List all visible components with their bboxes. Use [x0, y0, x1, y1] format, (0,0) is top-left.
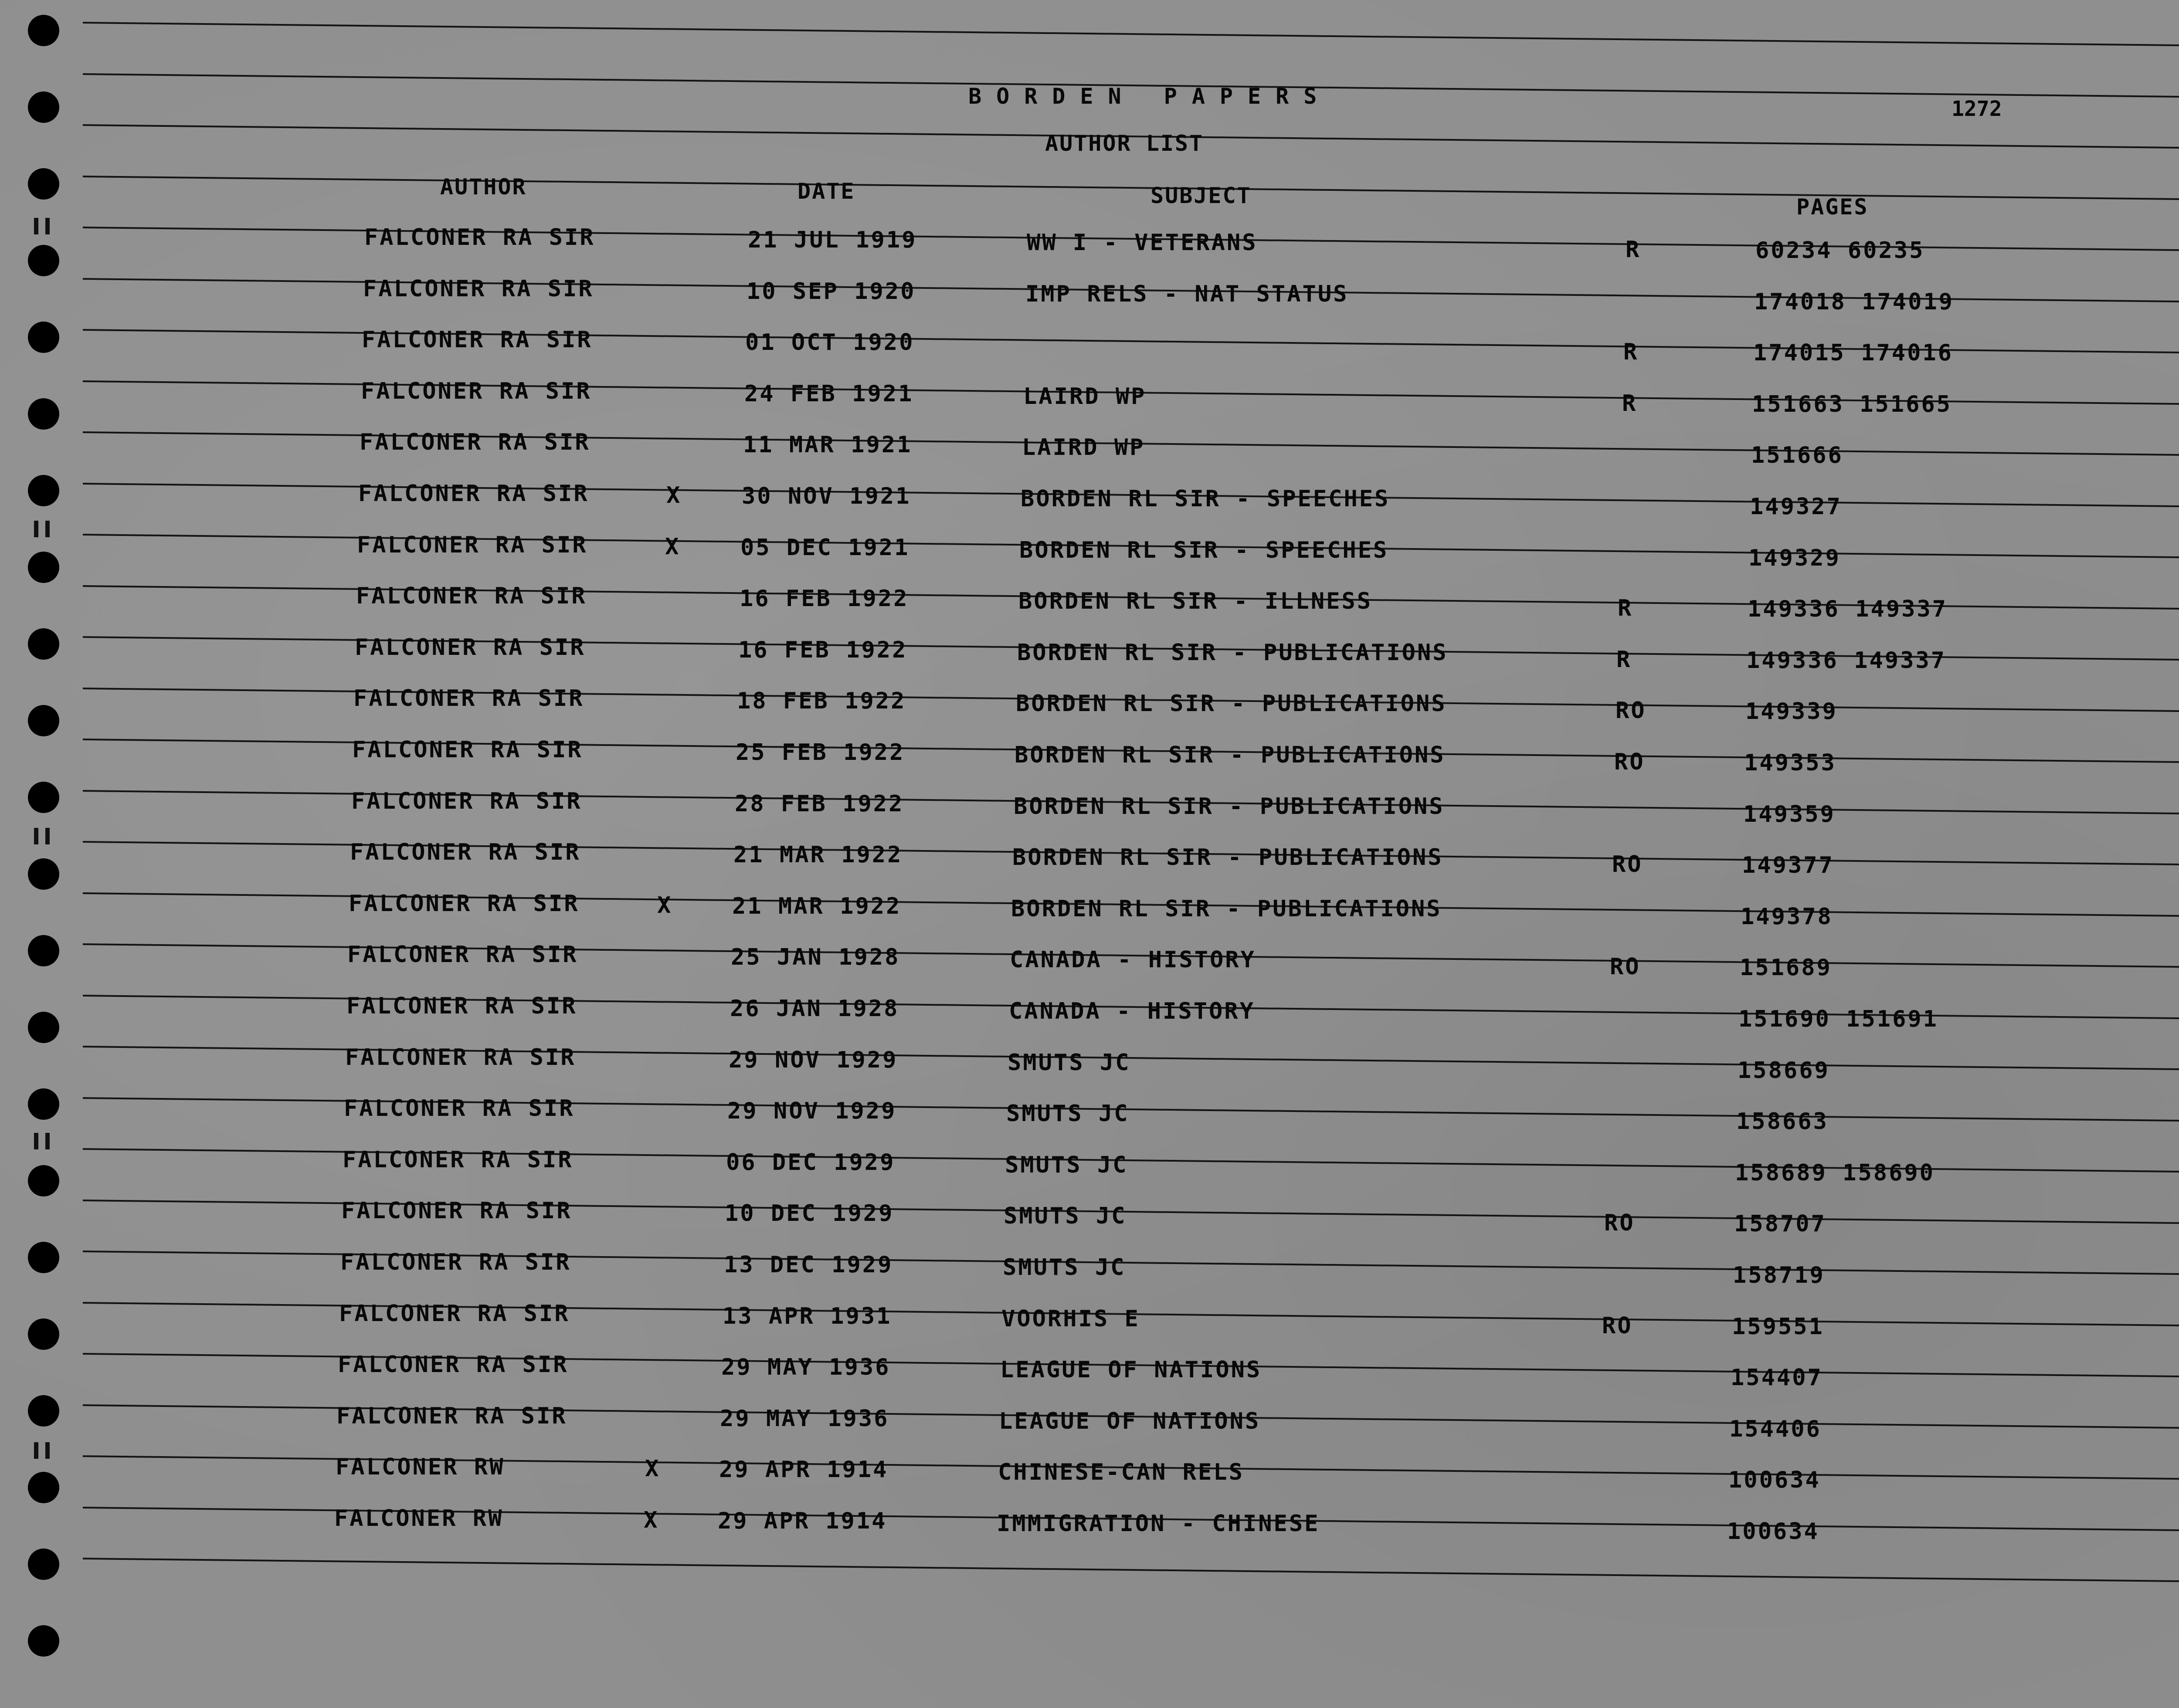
feed-hole-left: [28, 858, 59, 890]
mark-cell: X: [657, 892, 673, 918]
feed-hole-left: [28, 1242, 59, 1273]
perforation-tick: [45, 828, 50, 844]
date-cell: 21 MAR 1922: [732, 893, 902, 919]
date-cell: 18 FEB 1922: [737, 688, 906, 714]
feed-hole-left: [28, 1088, 59, 1120]
feed-hole-left: [28, 92, 59, 123]
date-cell: 06 DEC 1929: [726, 1149, 896, 1176]
author-cell: FALCONER RA SIR: [338, 1352, 569, 1378]
pages-cell: 151663 151665: [1752, 391, 1952, 417]
feed-hole-left: [28, 1549, 59, 1580]
author-cell: FALCONER RA SIR: [349, 891, 580, 917]
pages-cell: 100634: [1727, 1518, 1819, 1545]
pages-cell: 100634: [1728, 1467, 1821, 1493]
feed-hole-left: [28, 552, 59, 583]
pages-cell: 159551: [1732, 1314, 1824, 1340]
pages-cell: 149339: [1745, 698, 1838, 725]
feed-hole-left: [28, 1472, 59, 1503]
column-header-pages: PAGES: [1796, 194, 1869, 220]
feed-hole-left: [28, 398, 59, 430]
feed-hole-left: [28, 1165, 59, 1196]
pages-cell: 151689: [1740, 955, 1832, 981]
author-cell: FALCONER RA SIR: [336, 1403, 567, 1429]
author-cell: FALCONER RA SIR: [358, 481, 589, 507]
feed-hole-left: [28, 1395, 59, 1427]
code-cell: R: [1622, 390, 1638, 417]
author-cell: FALCONER RA SIR: [355, 634, 586, 661]
mark-cell: X: [666, 482, 682, 508]
ruled-line: [83, 1558, 2179, 1583]
column-header-date: DATE: [798, 179, 855, 204]
pages-cell: 149327: [1750, 494, 1842, 520]
feed-hole-left: [28, 705, 59, 736]
code-cell: R: [1618, 595, 1633, 621]
pages-cell: 149329: [1748, 545, 1841, 571]
perforation-tick: [34, 521, 38, 537]
code-cell: RO: [1616, 698, 1646, 724]
subject-cell: SMUTS JC: [1004, 1203, 1127, 1229]
code-cell: RO: [1614, 749, 1645, 775]
date-cell: 30 NOV 1921: [742, 483, 911, 509]
feed-hole-left: [28, 628, 59, 660]
date-cell: 29 APR 1914: [719, 1457, 889, 1483]
subject-cell: BORDEN RL SIR - PUBLICATIONS: [1012, 844, 1443, 871]
perforation-tick: [34, 1442, 38, 1459]
author-cell: FALCONER RA SIR: [362, 327, 593, 353]
date-cell: 24 FEB 1921: [744, 381, 914, 407]
subject-cell: CANADA - HISTORY: [1010, 947, 1256, 973]
feed-hole-left: [28, 15, 59, 46]
mark-cell: X: [645, 1456, 661, 1482]
subject-cell: BORDEN RL SIR - PUBLICATIONS: [1011, 896, 1442, 922]
subject-cell: LEAGUE OF NATIONS: [999, 1408, 1261, 1434]
pages-cell: 158663: [1736, 1108, 1829, 1135]
perforation-tick: [45, 218, 50, 234]
subject-cell: BORDEN RL SIR - PUBLICATIONS: [1015, 742, 1446, 768]
pages-cell: 158719: [1733, 1262, 1825, 1288]
subject-cell: BORDEN RL SIR - PUBLICATIONS: [1017, 640, 1448, 666]
feed-hole-left: [28, 322, 59, 353]
date-cell: 28 FEB 1922: [735, 791, 904, 817]
date-cell: 21 JUL 1919: [748, 227, 917, 253]
pages-cell: 158669: [1738, 1057, 1830, 1084]
pages-cell: 174015 174016: [1753, 340, 1953, 366]
author-cell: FALCONER RA SIR: [357, 532, 588, 558]
pages-cell: 158689 158690: [1735, 1160, 1935, 1186]
subject-cell: LAIRD WP: [1022, 434, 1145, 461]
pages-cell: 149359: [1743, 801, 1836, 827]
author-cell: FALCONER RA SIR: [344, 1095, 575, 1122]
date-cell: 29 MAY 1936: [720, 1406, 889, 1432]
document-subtitle: AUTHOR LIST: [1045, 131, 1204, 156]
date-cell: 25 JAN 1928: [731, 944, 900, 970]
date-cell: 05 DEC 1921: [740, 535, 910, 561]
date-cell: 16 FEB 1922: [740, 586, 909, 612]
feed-hole-left: [28, 782, 59, 813]
date-cell: 01 OCT 1920: [745, 329, 915, 356]
author-cell: FALCONER RA SIR: [351, 788, 582, 814]
author-cell: FALCONER RA SIR: [361, 378, 592, 404]
subject-cell: BORDEN RL SIR - PUBLICATIONS: [1014, 793, 1445, 820]
pages-cell: 154406: [1729, 1416, 1822, 1442]
author-cell: FALCONER RA SIR: [356, 583, 587, 609]
column-header-subject: SUBJECT: [1151, 183, 1252, 208]
ruled-line: [83, 22, 2179, 47]
author-cell: FALCONER RW: [334, 1505, 504, 1532]
author-cell: FALCONER RA SIR: [340, 1249, 571, 1275]
pages-cell: 149336 149337: [1746, 647, 1946, 674]
feed-hole-left: [28, 168, 59, 200]
date-cell: 26 JAN 1928: [730, 996, 899, 1022]
subject-cell: BORDEN RL SIR - SPEECHES: [1021, 486, 1390, 512]
date-cell: 29 NOV 1929: [729, 1047, 898, 1073]
feed-hole-left: [28, 1318, 59, 1350]
subject-cell: SMUTS JC: [1008, 1050, 1131, 1076]
author-cell: FALCONER RA SIR: [343, 1147, 574, 1173]
author-cell: FALCONER RA SIR: [341, 1198, 572, 1224]
date-cell: 10 SEP 1920: [747, 278, 916, 305]
date-cell: 11 MAR 1921: [743, 432, 913, 458]
code-cell: R: [1626, 237, 1641, 263]
perforation-tick: [34, 218, 38, 234]
pages-cell: 154407: [1731, 1365, 1823, 1391]
author-cell: FALCONER RA SIR: [347, 942, 578, 968]
pages-cell: 60234 60235: [1755, 237, 1925, 264]
date-cell: 21 MAR 1922: [733, 842, 903, 868]
perforation-tick: [45, 1133, 50, 1149]
code-cell: RO: [1602, 1313, 1633, 1339]
date-cell: 13 DEC 1929: [724, 1252, 893, 1278]
pages-cell: 151690 151691: [1738, 1006, 1938, 1032]
code-cell: RO: [1610, 954, 1641, 980]
document-title: BORDEN PAPERS: [968, 84, 1332, 109]
column-header-author: AUTHOR: [440, 174, 527, 200]
date-cell: 29 APR 1914: [718, 1508, 887, 1534]
subject-cell: BORDEN RL SIR - PUBLICATIONS: [1016, 691, 1447, 717]
author-cell: FALCONER RA SIR: [352, 737, 583, 763]
code-cell: R: [1623, 339, 1639, 365]
code-cell: R: [1616, 647, 1632, 673]
feed-hole-left: [28, 1625, 59, 1657]
date-cell: 10 DEC 1929: [725, 1200, 894, 1227]
pages-cell: 158707: [1734, 1211, 1826, 1237]
date-cell: 13 APR 1931: [723, 1303, 892, 1329]
subject-cell: IMP RELS - NAT STATUS: [1025, 281, 1349, 307]
subject-cell: SMUTS JC: [1003, 1254, 1126, 1281]
author-cell: FALCONER RA SIR: [350, 839, 581, 865]
date-cell: 29 MAY 1936: [721, 1354, 891, 1380]
subject-cell: SMUTS JC: [1005, 1152, 1128, 1178]
feed-hole-left: [28, 245, 59, 276]
code-cell: RO: [1612, 851, 1643, 878]
subject-cell: LAIRD WP: [1023, 383, 1147, 410]
author-cell: FALCONER RA SIR: [363, 276, 594, 302]
author-cell: FALCONER RA SIR: [339, 1301, 570, 1327]
author-cell: FALCONER RA SIR: [364, 224, 595, 251]
page-number: 1272: [1952, 97, 2002, 121]
feed-hole-left: [28, 935, 59, 966]
mark-cell: X: [665, 534, 681, 560]
subject-cell: CANADA - HISTORY: [1009, 998, 1255, 1024]
pages-cell: 174018 174019: [1754, 289, 1954, 315]
perforation-tick: [34, 828, 38, 844]
subject-cell: SMUTS JC: [1006, 1101, 1130, 1127]
subject-cell: BORDEN RL SIR - SPEECHES: [1019, 537, 1389, 563]
perforation-tick: [45, 1442, 50, 1459]
pages-cell: 149378: [1741, 904, 1833, 930]
date-cell: 16 FEB 1922: [738, 637, 908, 663]
author-cell: FALCONER RA SIR: [360, 429, 591, 455]
code-cell: RO: [1604, 1210, 1635, 1236]
perforation-tick: [45, 521, 50, 537]
pages-cell: 151666: [1751, 442, 1843, 468]
subject-cell: CHINESE-CAN RELS: [998, 1459, 1244, 1485]
author-cell: FALCONER RW: [336, 1454, 505, 1480]
perforation-tick: [34, 1133, 38, 1149]
date-cell: 25 FEB 1922: [736, 739, 905, 766]
subject-cell: BORDEN RL SIR - ILLNESS: [1018, 588, 1373, 614]
subject-cell: WW I - VETERANS: [1027, 230, 1258, 256]
feed-hole-left: [28, 475, 59, 506]
mark-cell: X: [644, 1507, 659, 1533]
author-cell: FALCONER RA SIR: [345, 1044, 576, 1071]
feed-hole-left: [28, 1012, 59, 1043]
pages-cell: 149377: [1742, 852, 1834, 878]
author-cell: FALCONER RA SIR: [346, 993, 577, 1019]
subject-cell: IMMIGRATION - CHINESE: [997, 1511, 1320, 1537]
subject-cell: LEAGUE OF NATIONS: [1000, 1357, 1262, 1383]
date-cell: 29 NOV 1929: [727, 1098, 897, 1124]
subject-cell: VOORHIS E: [1001, 1306, 1140, 1332]
pages-cell: 149353: [1744, 750, 1836, 776]
author-cell: FALCONER RA SIR: [353, 685, 584, 712]
pages-cell: 149336 149337: [1748, 596, 1948, 622]
